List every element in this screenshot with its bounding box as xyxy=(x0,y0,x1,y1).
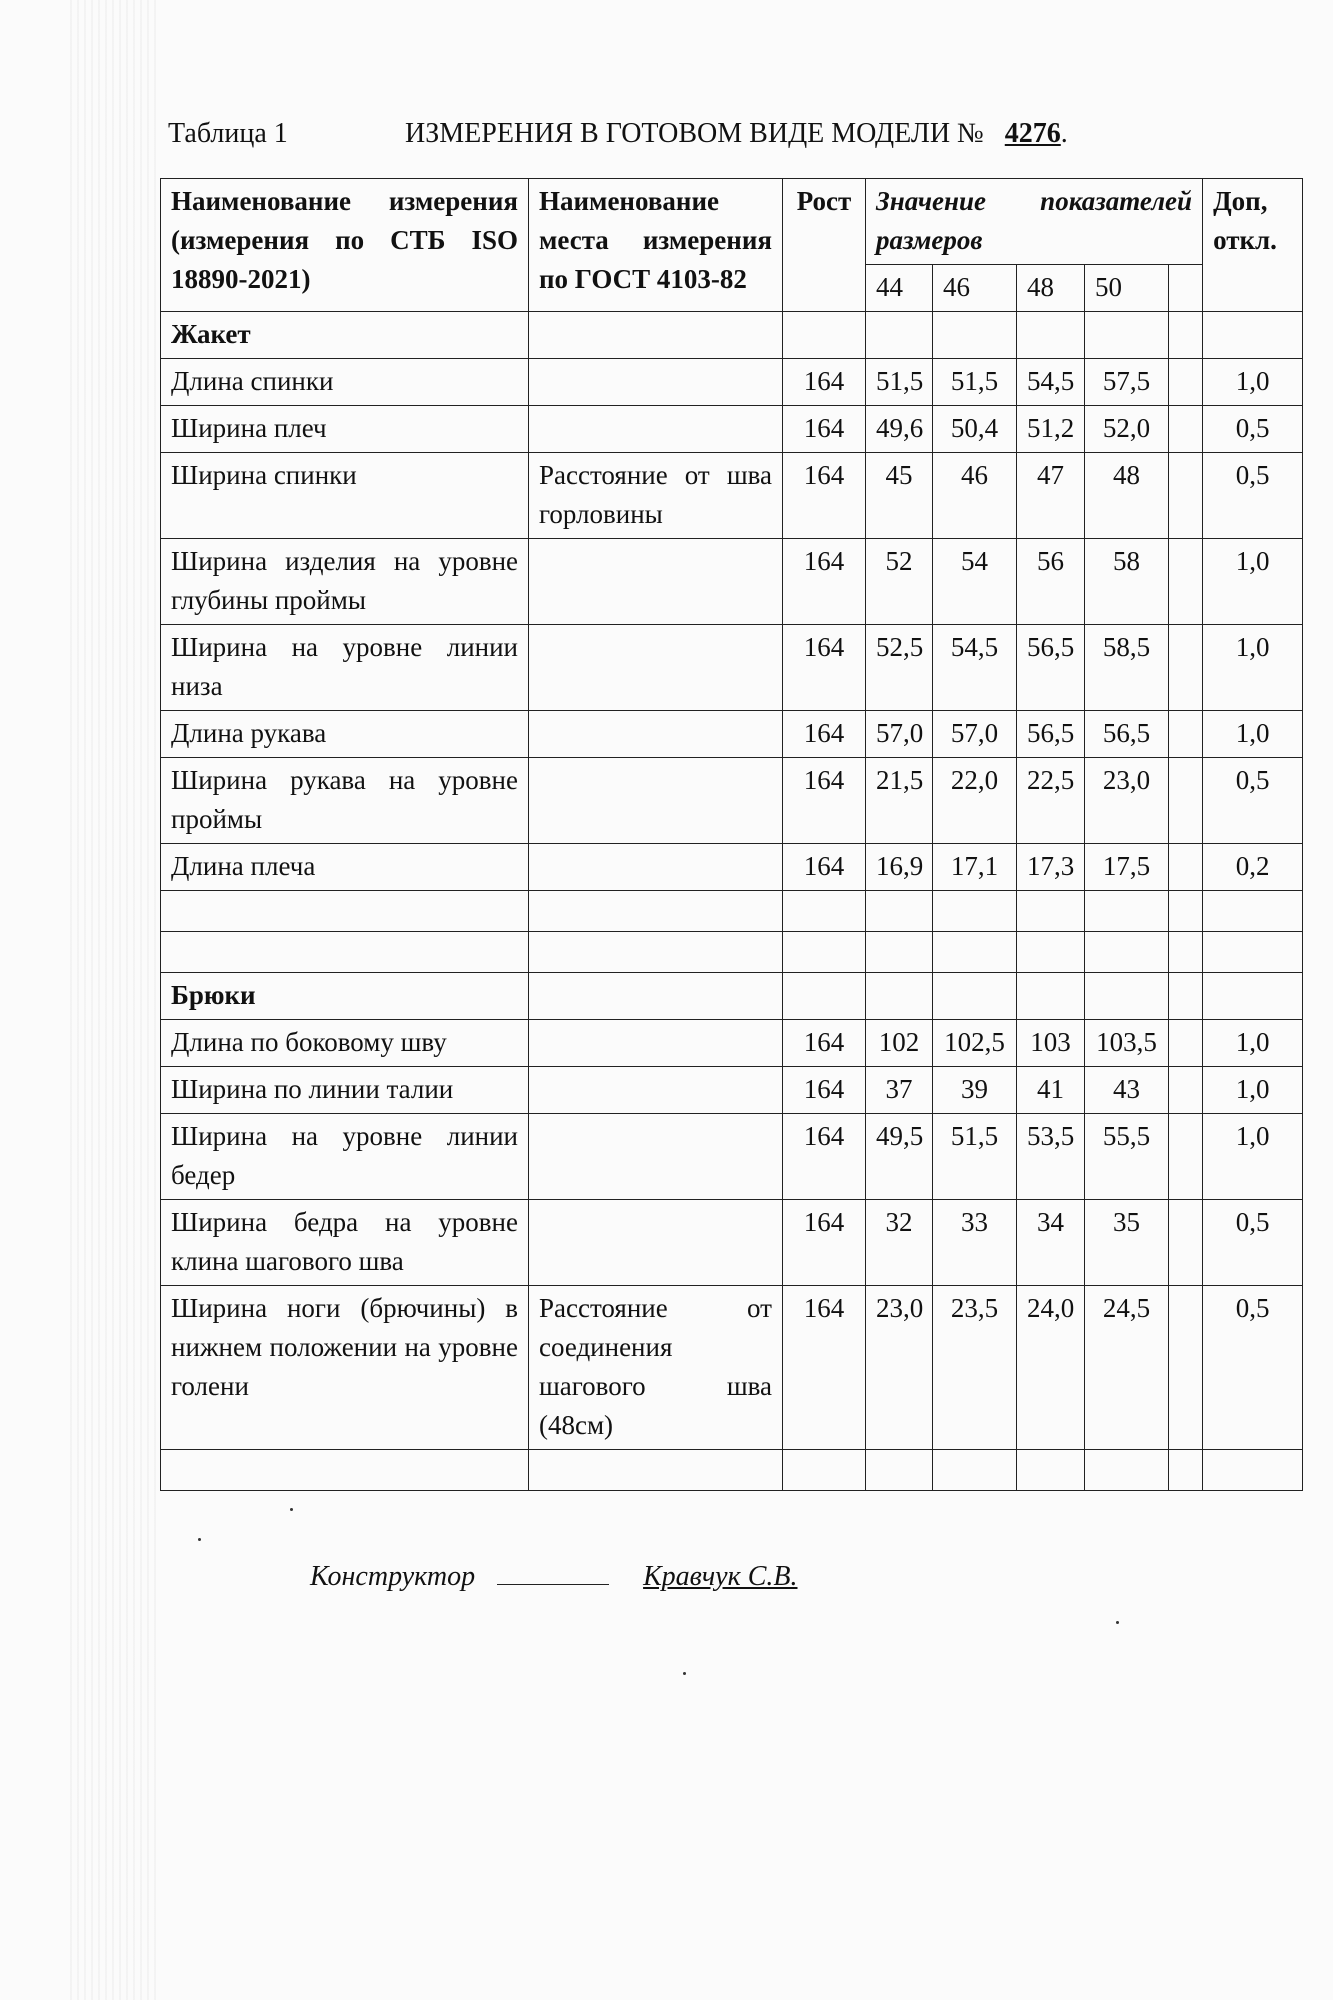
measurement-place: Расстояние от соединения шагового шва (48см) xyxy=(529,1286,783,1450)
table-title: ИЗМЕРЕНИЯ В ГОТОВОМ ВИДЕ МОДЕЛИ № xyxy=(405,118,984,149)
size-value: 57,5 xyxy=(1085,359,1169,406)
table-row xyxy=(161,711,1303,758)
tolerance-value: 0,5 xyxy=(1203,406,1303,453)
scan-speck xyxy=(1116,1621,1119,1624)
signature-line xyxy=(497,1560,609,1585)
rost-value: 164 xyxy=(783,1114,866,1200)
header-tolerance: Доп, откл. xyxy=(1203,179,1303,312)
size-value: 24,0 xyxy=(1017,1286,1085,1450)
measurement-name: Длина плеча xyxy=(161,844,529,891)
empty-cell xyxy=(933,932,1017,973)
size-value: 17,3 xyxy=(1017,844,1085,891)
header-rost: Рост xyxy=(783,179,866,312)
empty-cell xyxy=(529,312,783,359)
size-value: 54,5 xyxy=(1017,359,1085,406)
empty-cell xyxy=(1085,973,1169,1020)
header-measurement-place: Наименование места измерения по ГОСТ 4103-82 xyxy=(529,179,783,312)
size-value: 51,5 xyxy=(933,1114,1017,1200)
empty-cell xyxy=(529,932,783,973)
measurement-place xyxy=(529,758,783,844)
size-value: 57,0 xyxy=(933,711,1017,758)
empty-cell xyxy=(1203,891,1303,932)
empty-cell xyxy=(783,932,866,973)
empty-cell xyxy=(1169,1450,1203,1491)
scan-speck xyxy=(683,1672,686,1675)
size-value: 24,5 xyxy=(1085,1286,1169,1450)
rost-value: 164 xyxy=(783,844,866,891)
size-value: 54,5 xyxy=(933,625,1017,711)
empty-cell xyxy=(1169,312,1203,359)
empty-cell xyxy=(933,1450,1017,1491)
size-value: 51,5 xyxy=(933,359,1017,406)
empty-cell xyxy=(529,973,783,1020)
size-value: 45 xyxy=(866,453,933,539)
tolerance-value: 1,0 xyxy=(1203,1114,1303,1200)
measurement-name: Ширина спинки xyxy=(161,453,529,539)
measurement-place xyxy=(529,844,783,891)
empty-cell xyxy=(1169,711,1203,758)
size-value: 53,5 xyxy=(1017,1114,1085,1200)
size-value: 22,5 xyxy=(1017,758,1085,844)
measurement-name: Длина спинки xyxy=(161,359,529,406)
tolerance-value: 1,0 xyxy=(1203,539,1303,625)
empty-cell xyxy=(1017,312,1085,359)
rost-value: 164 xyxy=(783,406,866,453)
empty-cell xyxy=(783,312,866,359)
size-value: 35 xyxy=(1085,1200,1169,1286)
size-value: 52 xyxy=(866,539,933,625)
size-48: 48 xyxy=(1017,265,1085,312)
rost-value: 164 xyxy=(783,359,866,406)
signature-block xyxy=(310,1560,798,1593)
table-row xyxy=(161,1286,1303,1450)
measurement-name: Ширина плеч xyxy=(161,406,529,453)
empty-cell xyxy=(1169,758,1203,844)
rost-value: 164 xyxy=(783,1020,866,1067)
empty-cell xyxy=(1203,312,1303,359)
signature-role: Конструктор xyxy=(310,1561,476,1592)
empty-cell xyxy=(1169,1020,1203,1067)
size-value: 49,5 xyxy=(866,1114,933,1200)
size-value: 51,2 xyxy=(1017,406,1085,453)
empty-cell xyxy=(1169,1114,1203,1200)
empty-cell xyxy=(1169,539,1203,625)
measurement-place xyxy=(529,1067,783,1114)
empty-cell xyxy=(1203,1450,1303,1491)
empty-cell xyxy=(1085,891,1169,932)
measurement-name: Ширина бедра на уровне клина шагового шва xyxy=(161,1200,529,1286)
header-values: Значение показателей размеров xyxy=(866,179,1203,265)
size-value: 56,5 xyxy=(1085,711,1169,758)
rost-value: 164 xyxy=(783,1067,866,1114)
rost-value: 164 xyxy=(783,625,866,711)
empty-cell xyxy=(1169,973,1203,1020)
tolerance-value: 1,0 xyxy=(1203,711,1303,758)
empty-cell xyxy=(933,973,1017,1020)
size-value: 57,0 xyxy=(866,711,933,758)
rost-value: 164 xyxy=(783,453,866,539)
size-value: 22,0 xyxy=(933,758,1017,844)
empty-cell xyxy=(866,973,933,1020)
table-row xyxy=(161,758,1303,844)
empty-cell xyxy=(1169,1067,1203,1114)
empty-cell xyxy=(866,312,933,359)
size-46: 46 xyxy=(933,265,1017,312)
empty-cell xyxy=(1169,1200,1203,1286)
empty-cell xyxy=(1169,406,1203,453)
size-value: 56,5 xyxy=(1017,711,1085,758)
section-jacket xyxy=(161,312,1303,359)
tolerance-value: 0,5 xyxy=(1203,453,1303,539)
measurement-place xyxy=(529,1114,783,1200)
size-value: 103,5 xyxy=(1085,1020,1169,1067)
tolerance-value: 1,0 xyxy=(1203,1020,1303,1067)
tolerance-value: 1,0 xyxy=(1203,359,1303,406)
table-row xyxy=(161,1200,1303,1286)
measurement-name: Ширина на уровне линии бедер xyxy=(161,1114,529,1200)
tolerance-value: 0,2 xyxy=(1203,844,1303,891)
measurement-name: Длина по боковому шву xyxy=(161,1020,529,1067)
empty-cell xyxy=(1085,1450,1169,1491)
empty-cell xyxy=(1017,932,1085,973)
size-value: 37 xyxy=(866,1067,933,1114)
empty-cell xyxy=(866,891,933,932)
scan-speck xyxy=(290,1508,293,1511)
empty-cell xyxy=(1169,625,1203,711)
empty-cell xyxy=(161,932,529,973)
size-value: 17,1 xyxy=(933,844,1017,891)
empty-cell xyxy=(1169,891,1203,932)
size-value: 33 xyxy=(933,1200,1017,1286)
measurement-place xyxy=(529,539,783,625)
size-value: 51,5 xyxy=(866,359,933,406)
size-value: 58,5 xyxy=(1085,625,1169,711)
measurement-place xyxy=(529,625,783,711)
size-value: 49,6 xyxy=(866,406,933,453)
measurement-name: Ширина на уровне линии низа xyxy=(161,625,529,711)
size-value: 32 xyxy=(866,1200,933,1286)
rost-value: 164 xyxy=(783,711,866,758)
empty-cell xyxy=(1169,932,1203,973)
size-value: 54 xyxy=(933,539,1017,625)
signature-person: Кравчук С.В. xyxy=(643,1561,798,1592)
empty-cell xyxy=(1169,1286,1203,1450)
size-value: 52,0 xyxy=(1085,406,1169,453)
empty-cell xyxy=(161,891,529,932)
header-row xyxy=(161,179,1303,265)
measurement-name: Ширина ноги (брючины) в нижнем положении на уровне голени xyxy=(161,1286,529,1450)
tolerance-value: 1,0 xyxy=(1203,1067,1303,1114)
measurement-name: Ширина по линии талии xyxy=(161,1067,529,1114)
size-value: 23,5 xyxy=(933,1286,1017,1450)
size-value: 56 xyxy=(1017,539,1085,625)
size-value: 43 xyxy=(1085,1067,1169,1114)
tolerance-value: 0,5 xyxy=(1203,1286,1303,1450)
size-value: 47 xyxy=(1017,453,1085,539)
empty-cell xyxy=(1203,973,1303,1020)
table-row xyxy=(161,406,1303,453)
measurement-place xyxy=(529,1200,783,1286)
measurements-table xyxy=(160,178,1303,1491)
size-value: 52,5 xyxy=(866,625,933,711)
size-value: 102,5 xyxy=(933,1020,1017,1067)
size-value: 56,5 xyxy=(1017,625,1085,711)
measurement-place xyxy=(529,406,783,453)
empty-cell xyxy=(529,891,783,932)
empty-cell xyxy=(161,1450,529,1491)
table-row xyxy=(161,359,1303,406)
empty-cell xyxy=(866,932,933,973)
measurement-name: Длина рукава xyxy=(161,711,529,758)
size-value: 103 xyxy=(1017,1020,1085,1067)
table-row xyxy=(161,539,1303,625)
table-row xyxy=(161,844,1303,891)
empty-cell xyxy=(1169,453,1203,539)
table-row xyxy=(161,453,1303,539)
size-value: 41 xyxy=(1017,1067,1085,1114)
caption-period: . xyxy=(1060,118,1068,149)
rost-value: 164 xyxy=(783,539,866,625)
size-value: 34 xyxy=(1017,1200,1085,1286)
empty-cell xyxy=(783,891,866,932)
empty-cell xyxy=(1085,932,1169,973)
section-title: Жакет xyxy=(161,312,529,359)
model-number: 4276 xyxy=(1004,118,1061,149)
size-value: 50,4 xyxy=(933,406,1017,453)
empty-cell xyxy=(529,1450,783,1491)
empty-cell xyxy=(1169,844,1203,891)
empty-row xyxy=(161,932,1303,973)
empty-cell xyxy=(783,1450,866,1491)
table-caption xyxy=(168,118,1168,150)
size-value: 39 xyxy=(933,1067,1017,1114)
measurement-place xyxy=(529,711,783,758)
size-empty xyxy=(1169,265,1203,312)
measurement-name: Ширина рукава на уровне проймы xyxy=(161,758,529,844)
measurement-place xyxy=(529,359,783,406)
empty-row xyxy=(161,891,1303,932)
empty-cell xyxy=(783,973,866,1020)
measurement-place xyxy=(529,1020,783,1067)
section-title: Брюки xyxy=(161,973,529,1020)
rost-value: 164 xyxy=(783,1286,866,1450)
empty-cell xyxy=(933,312,1017,359)
tolerance-value: 0,5 xyxy=(1203,1200,1303,1286)
measurement-name: Ширина изделия на уровне глубины проймы xyxy=(161,539,529,625)
table-row xyxy=(161,1067,1303,1114)
size-value: 17,5 xyxy=(1085,844,1169,891)
size-value: 55,5 xyxy=(1085,1114,1169,1200)
table-row xyxy=(161,625,1303,711)
table-row xyxy=(161,1020,1303,1067)
size-value: 58 xyxy=(1085,539,1169,625)
size-44: 44 xyxy=(866,265,933,312)
table-row xyxy=(161,1114,1303,1200)
scan-edge-artifact xyxy=(70,0,160,2000)
empty-cell xyxy=(1017,973,1085,1020)
size-value: 48 xyxy=(1085,453,1169,539)
size-value: 46 xyxy=(933,453,1017,539)
header-measurement-name: Наименование измерения (измерения по СТБ ISO 18890-2021) xyxy=(161,179,529,312)
table-label: Таблица 1 xyxy=(168,118,288,149)
empty-cell xyxy=(1203,932,1303,973)
tolerance-value: 1,0 xyxy=(1203,625,1303,711)
size-value: 102 xyxy=(866,1020,933,1067)
empty-cell xyxy=(866,1450,933,1491)
size-value: 16,9 xyxy=(866,844,933,891)
empty-cell xyxy=(1017,1450,1085,1491)
section-trousers xyxy=(161,973,1303,1020)
rost-value: 164 xyxy=(783,1200,866,1286)
empty-cell xyxy=(1169,359,1203,406)
empty-cell xyxy=(933,891,1017,932)
size-50: 50 xyxy=(1085,265,1169,312)
size-value: 21,5 xyxy=(866,758,933,844)
size-value: 23,0 xyxy=(866,1286,933,1450)
empty-cell xyxy=(1017,891,1085,932)
empty-row xyxy=(161,1450,1303,1491)
scan-speck xyxy=(198,1538,201,1541)
rost-value: 164 xyxy=(783,758,866,844)
size-value: 23,0 xyxy=(1085,758,1169,844)
measurement-place: Расстояние от шва горловины xyxy=(529,453,783,539)
tolerance-value: 0,5 xyxy=(1203,758,1303,844)
empty-cell xyxy=(1085,312,1169,359)
